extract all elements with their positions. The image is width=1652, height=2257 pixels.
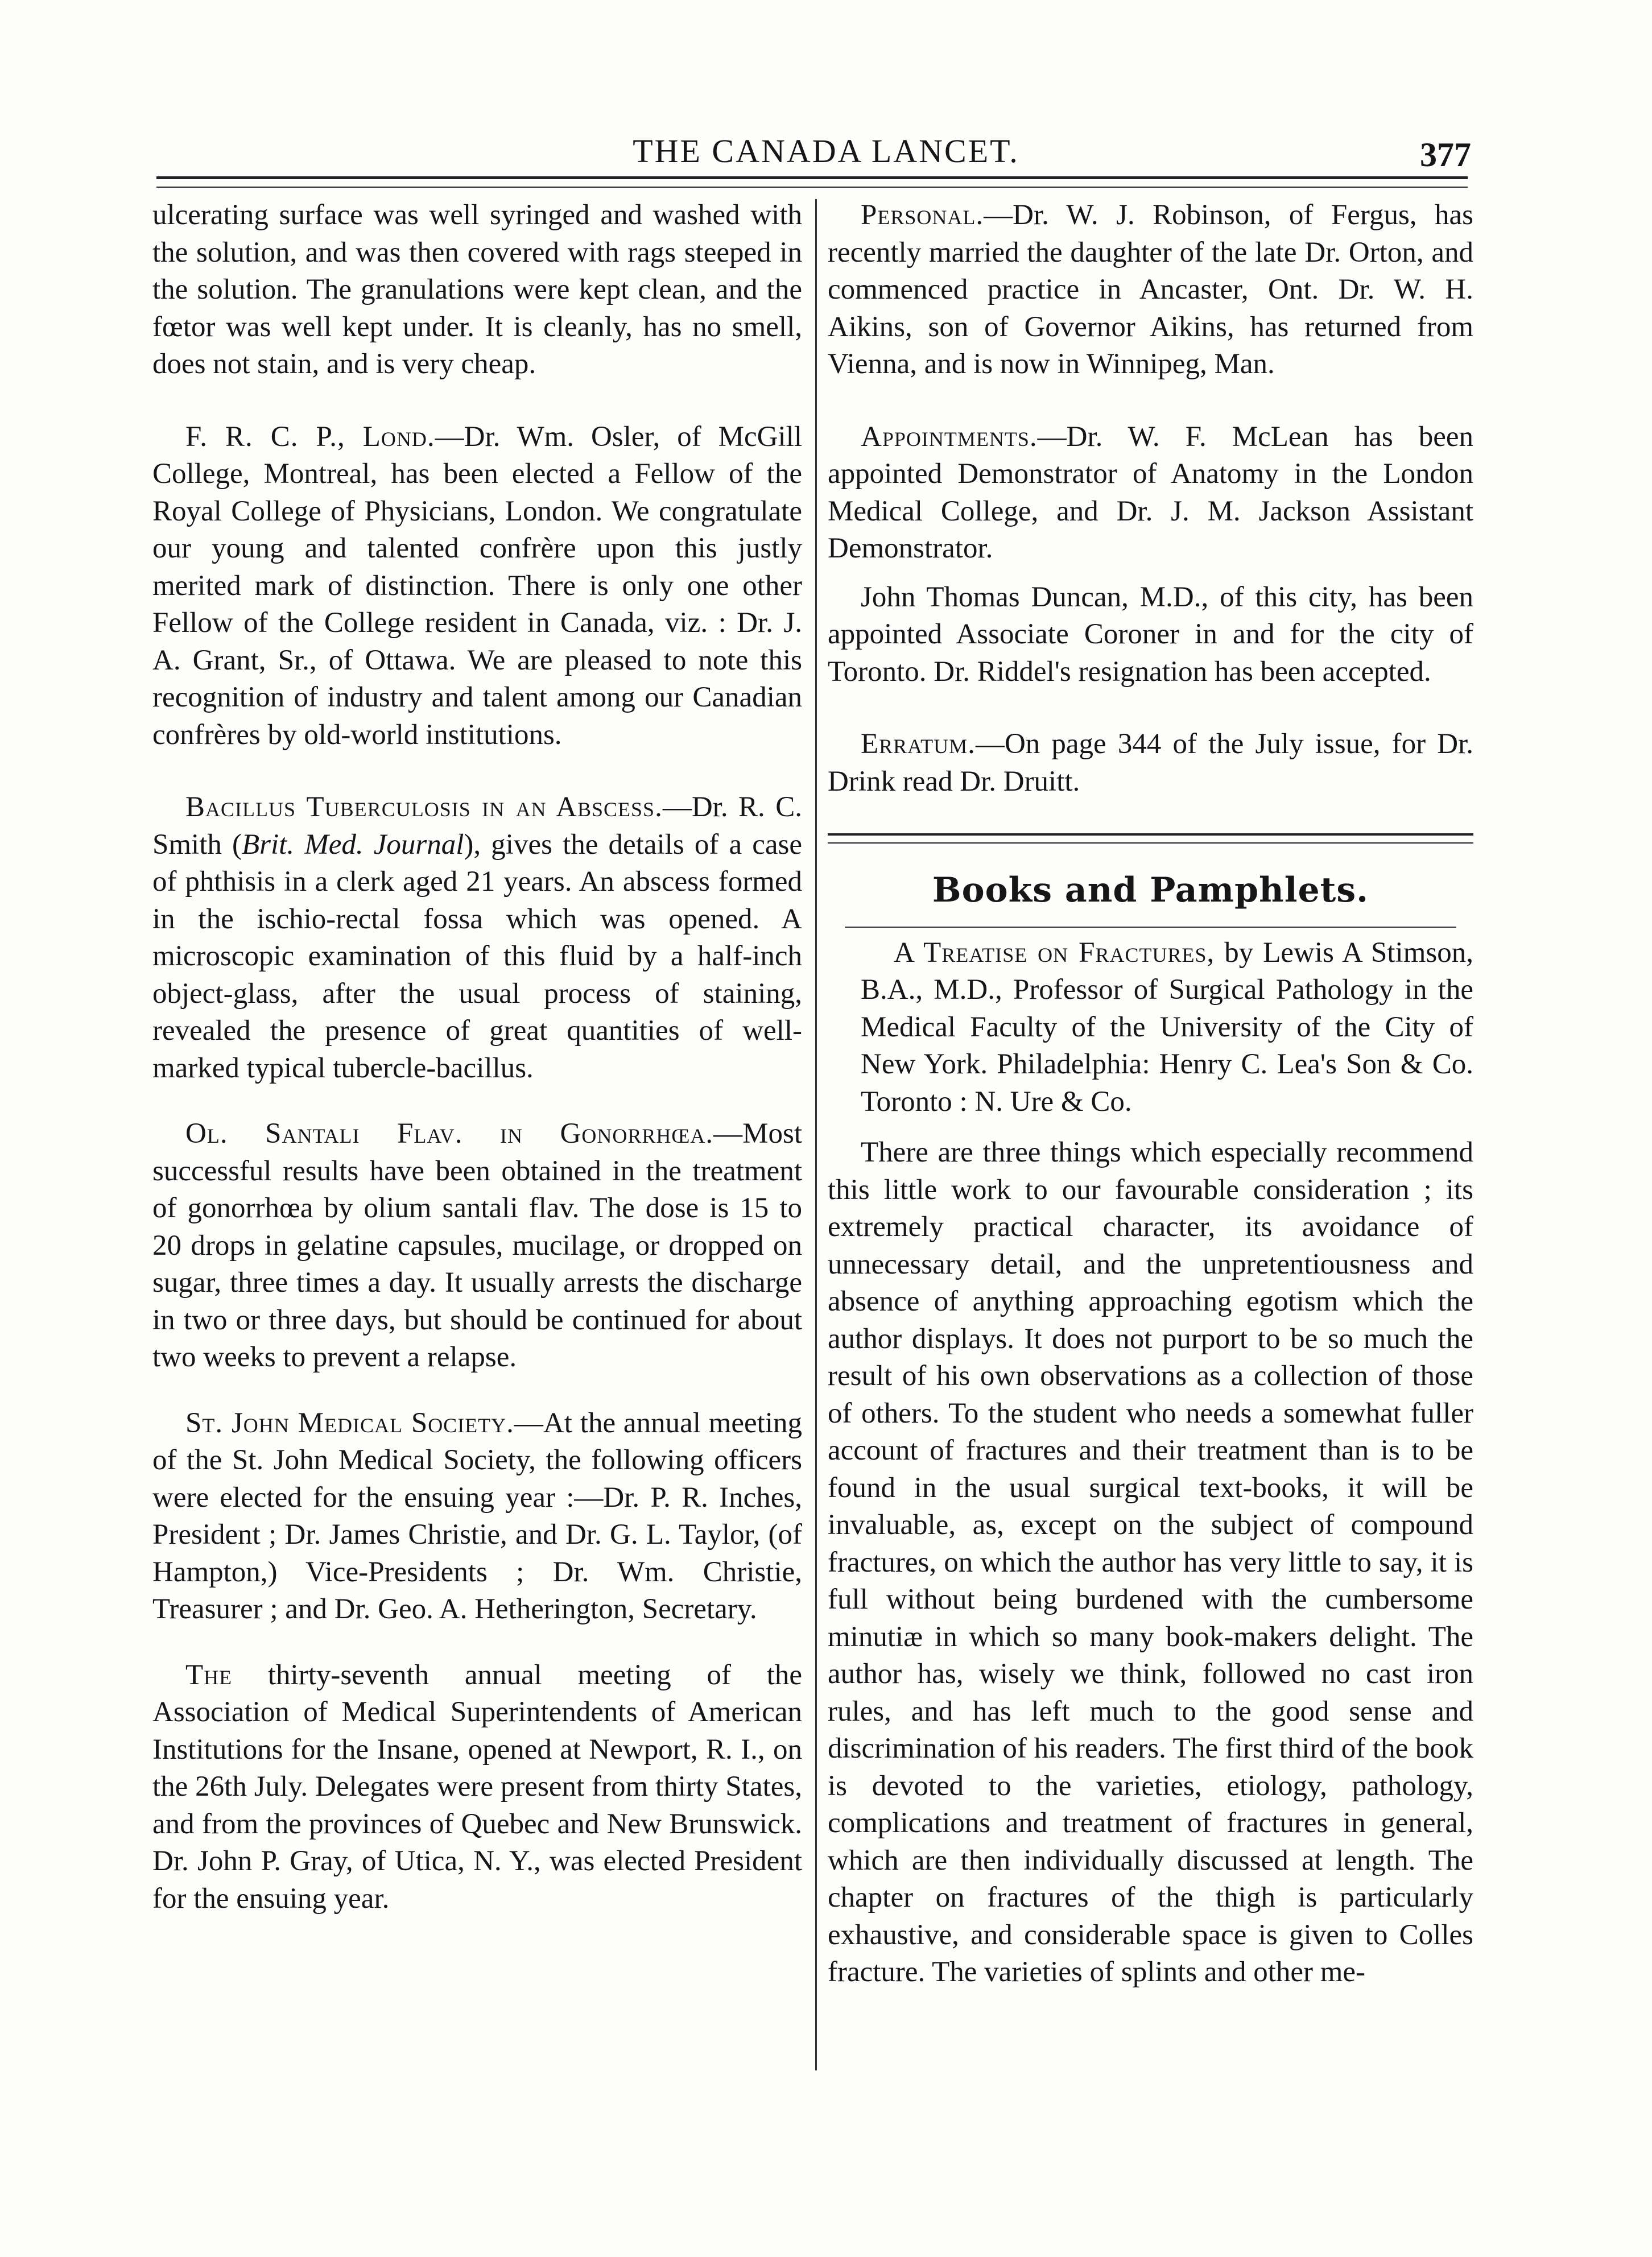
header-rule-thin bbox=[156, 187, 1468, 188]
item-body: —Most successful results have been obtained in the treatment of gonorrhœa by olium santali flav. The dose is 15 to 20 drops in gelatine capsules, mucilage, or dropped on sugar, three times a day. It usually arrests the discharge in two or three days, but should be continued for about two weeks to prevent a relapse. bbox=[152, 1118, 802, 1373]
book-review: There are three things which especially recommend this little work to our favourable consideration ; its extremely practical character, its avoidance of unnecessary detail, and the unpretentiousness and absence of anything approaching egotism which the author displays. It does not purport to be so much the result of his own observations as a collection of those of others. To the student who needs a somewhat fuller account of fractures and their treatment than is to be found in the usual surgical text-books, it will be invaluable, as, except on the subject of compound fractures, on which the author has very little to say, it is full without being burdened with the cumbersome minutiæ in which so many book-makers delight. The author has, wisely we think, followed no cast iron rules, and has left much to the good sense and discrimination of his readers. The first third of the book is devoted to the varieties, etiology, pathology, complications and treatment of fractures in general, which are then individually discussed at length. The chapter on fractures of the thigh is particularly exhaustive, and considerable space is given to Colles fracture. The varieties of splints and other me- bbox=[828, 1136, 1473, 1988]
item-body: —Dr. Wm. Osler, of McGill College, Montreal, has been elected a Fellow of the Royal College of Physicians, London. We congratulate our young and talented confrère upon this justly merited mark of distinction. There is only one other Fellow of the College resident in Canada, viz. : Dr. J. A. Grant, Sr., of Ottawa. We are pleased to note this recognition of industry and talent among our Canadian confrères by old-world institutions. bbox=[152, 420, 802, 751]
item-body: —On page 344 of the July issue, for Dr. Drink read Dr. Druitt. bbox=[828, 728, 1473, 797]
page-number: 377 bbox=[1420, 136, 1471, 173]
column-divider bbox=[815, 199, 817, 2070]
journal-title: Brit. Med. Journal bbox=[242, 828, 464, 861]
item-frcp bbox=[152, 419, 802, 754]
item-heading: Bacillus Tuberculosis in an Abscess. bbox=[185, 791, 663, 823]
section-rule-thin bbox=[828, 842, 1473, 844]
item-heading: Appointments. bbox=[861, 420, 1038, 453]
item-body: —At the annual meeting of the St. John Medical Society, the following officers were elected for the ensuing year :—Dr. P. R. Inches, President ; Dr. James Christie, and Dr. G. L. Taylor, (of Hampton,) Vice-Presidents ; Dr. Wm. Christie, Treasurer ; and Dr. Geo. A. Hetherington, Secretary. bbox=[152, 1407, 803, 1625]
item-heading: Personal. bbox=[861, 199, 984, 231]
item-santali bbox=[152, 1115, 802, 1376]
left-column bbox=[152, 197, 802, 1917]
paragraph-continued: ulcerating surface was well syringed and washed with the solution, and was then covered with rags steeped in the solution. The granulations were kept clean, and the fœtor was well kept under. It is cleanly, has no smell, does not stain, and is very cheap. bbox=[152, 199, 802, 380]
item-stjohn bbox=[152, 1405, 802, 1628]
heading-rule bbox=[845, 927, 1456, 928]
book-citation bbox=[828, 935, 1473, 1121]
item-body-cont: ), gives the details of a case of phthisis in a clerk aged 21 years. An abscess formed in the ischio-rectal fossa which was opened. A microscopic examination of this fluid by a half-inch object-glass, after the usual process of staining, revealed the presence of great quantities of well-marked typical tubercle-bacillus. bbox=[152, 828, 802, 1084]
item-duncan: John Thomas Duncan, M.D., of this city, has been appointed Associate Coroner in and for the city of Toronto. Dr. Riddel's resignation has been accepted. bbox=[828, 581, 1473, 688]
item-bacillus bbox=[152, 789, 802, 1087]
item-personal bbox=[828, 197, 1473, 383]
item-heading: F. R. C. P., Lond. bbox=[185, 420, 435, 453]
section-heading: Books and Pamphlets. bbox=[932, 870, 1369, 910]
item-erratum bbox=[828, 726, 1473, 800]
item-heading: Ol. Santali Flav. in Gonorrhœa. bbox=[185, 1118, 714, 1150]
item-heading: The bbox=[185, 1659, 233, 1691]
book-details: by Lewis A Stimson, B.A., M.D., Professor of Surgical Pathology in the Medical Faculty of the University of the City of New York. Philadelphia: Henry C. Lea's Son & Co. Toronto : N. Ure & Co. bbox=[861, 936, 1473, 1118]
item-body: —Dr. W. J. Robinson, of Fergus, has recently married the daughter of the late Dr. Orton, and commenced practice in Ancaster, Ont. Dr. W. H. Aikins, son of Governor Aikins, has returned from Vienna, and is now in Winnipeg, Man. bbox=[828, 199, 1473, 380]
item-body: —Dr. R. C. Smith ( bbox=[152, 791, 802, 861]
item-heading: Erratum. bbox=[861, 728, 976, 760]
item-association bbox=[152, 1657, 802, 1918]
item-body: thirty-seventh annual meeting of the Association of Medical Superintendents of American Institutions for the Insane, opened at Newport, R. I., on the 26th July. Delegates were present from thirty States, and from the provinces of Quebec and New Brunswick. Dr. John P. Gray, of Utica, N. Y., was elected President for the ensuing year. bbox=[152, 1659, 802, 1915]
item-body: —Dr. W. F. McLean has been appointed Demonstrator of Anatomy in the London Medical College, and Dr. J. M. Jackson Assistant Demonstrator. bbox=[828, 420, 1473, 564]
right-column bbox=[828, 197, 1473, 1991]
running-head: THE CANADA LANCET. bbox=[633, 133, 1019, 170]
books-section bbox=[828, 833, 1473, 1991]
book-title: A Treatise on Fractures, bbox=[894, 936, 1215, 969]
header-rule bbox=[156, 176, 1468, 179]
section-rule bbox=[828, 833, 1473, 836]
item-heading: St. John Medical Society. bbox=[185, 1407, 514, 1439]
item-appointments bbox=[828, 419, 1473, 568]
